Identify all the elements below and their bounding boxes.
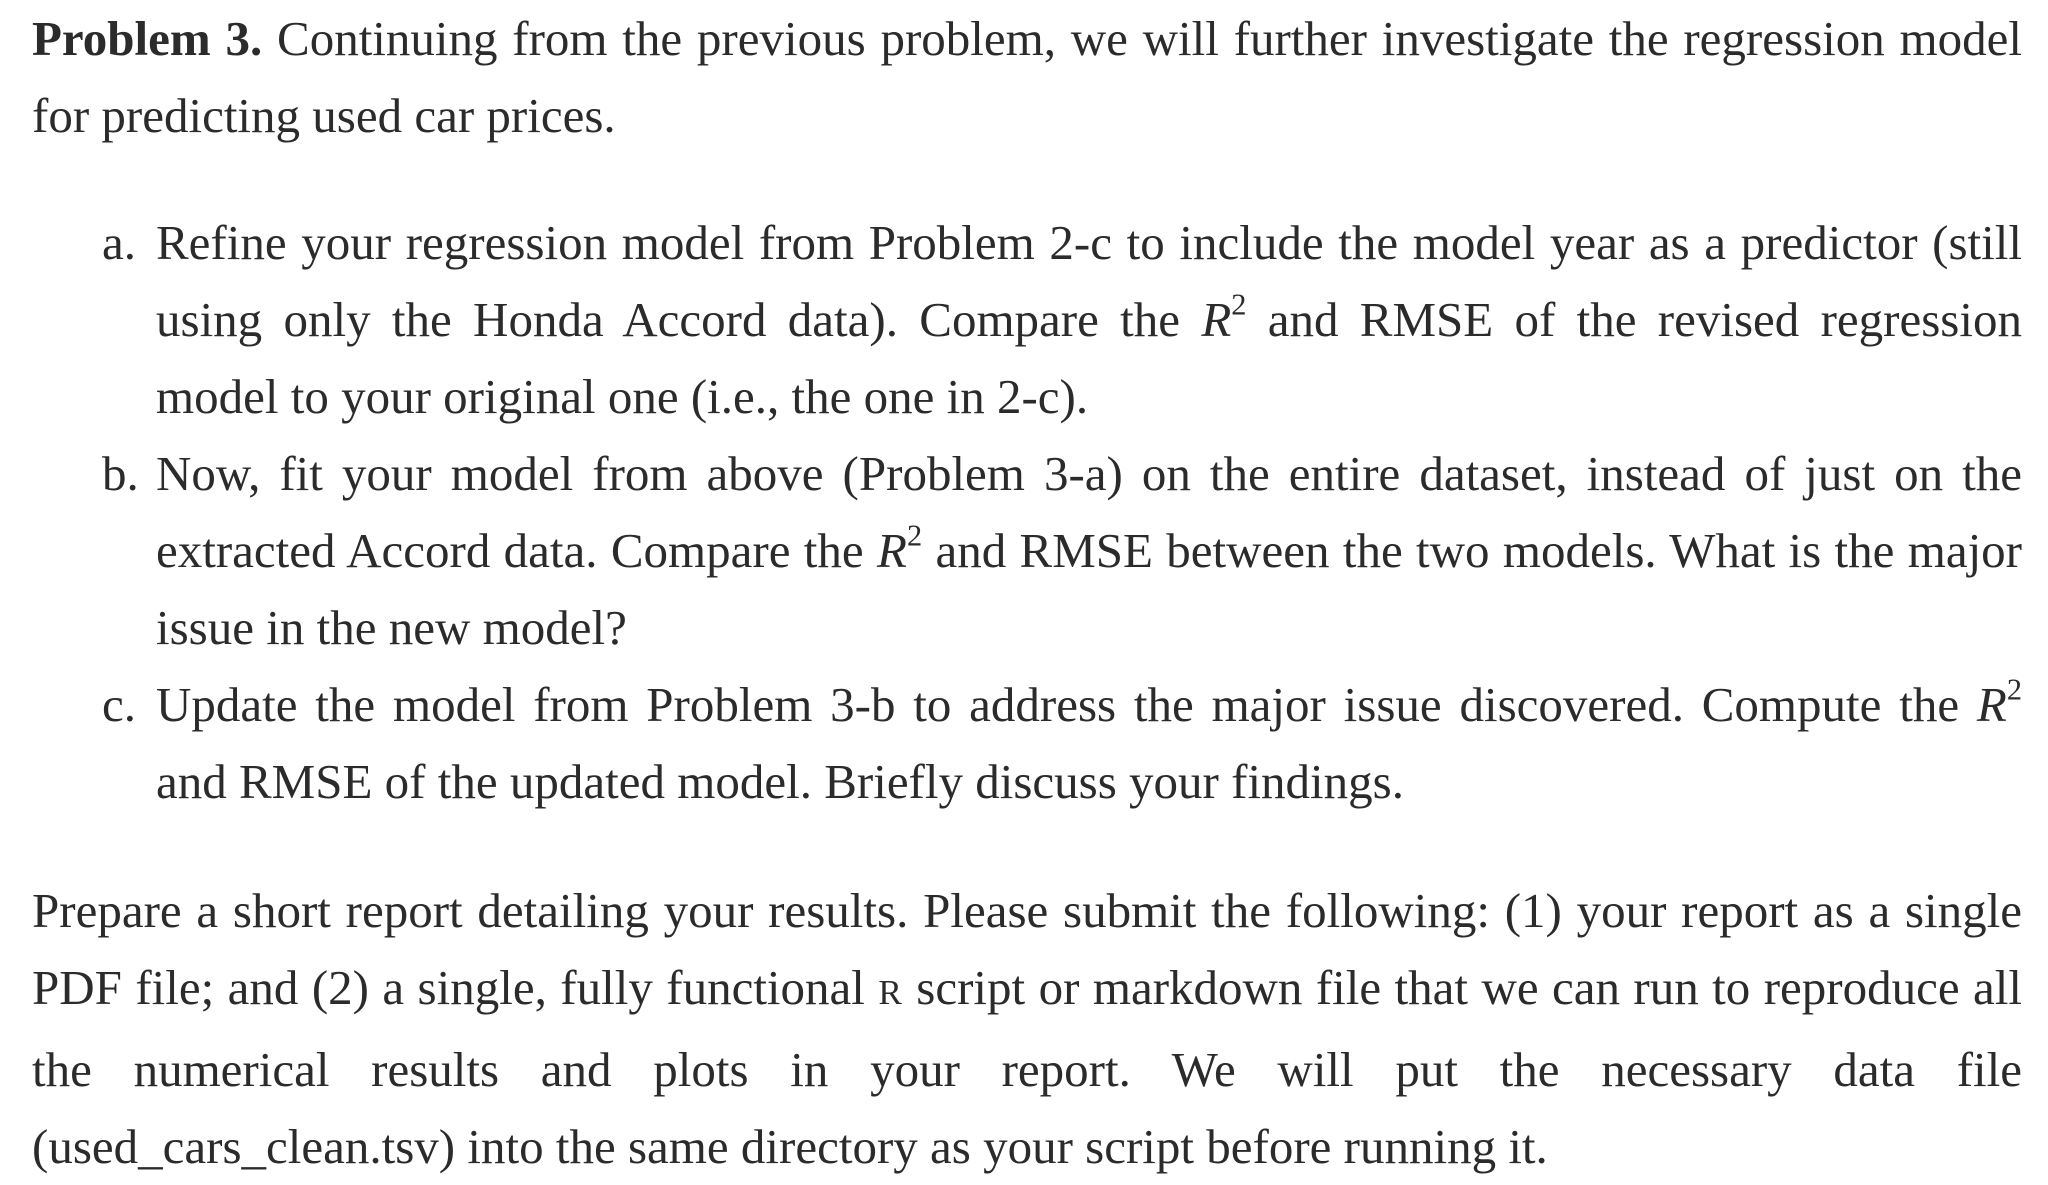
r-squared-symbol: R (1976, 677, 2007, 732)
r-squared-symbol: R (1201, 292, 1232, 347)
r-language-label: R (878, 973, 903, 1012)
r-squared-exponent: 2 (2006, 672, 2022, 707)
r-squared-exponent: 2 (906, 518, 923, 553)
problem-document (32, 0, 2022, 1185)
problem-label: Problem 3. (32, 11, 263, 66)
subproblem-c (32, 666, 2022, 820)
subproblem-a-marker: a. (102, 215, 136, 270)
subproblem-c-marker: c. (102, 677, 136, 732)
report-text-end: script or markdown file that we can run to reproduce all the numerical results and plots in your report. We will put the necessary data file (used_cars_clean.tsv) into the same directory as your script before running it. (32, 960, 2022, 1174)
subproblem-b (32, 435, 2022, 666)
report-instructions (32, 872, 2022, 1185)
subproblem-c-text-end: and RMSE of the updated model. Briefly discuss your findings. (156, 754, 1404, 809)
subproblem-c-text: Update the model from Problem 3-b to address the major issue discovered. Compute the (156, 677, 1977, 732)
subproblem-list (32, 204, 2022, 820)
subproblem-b-text-end: and RMSE between the two models. What is the major issue in the new model? (156, 523, 2023, 655)
subproblem-a-text: Refine your regression model from Problem 2-c to include the model year as a predictor (still using only the Honda Accord data). Compare the (156, 215, 2022, 347)
r-squared-symbol: R (877, 523, 907, 578)
problem-intro (32, 0, 2022, 154)
report-text: Prepare a short report detailing your results. Please submit the following: (1) your report as a single PDF file; and (2) a single, fully functional (32, 883, 2022, 1015)
intro-text: Continuing from the previous problem, we will further investigate the regression model for predicting used car prices. (32, 11, 2022, 143)
subproblem-b-text: Now, fit your model from above (Problem 3-a) on the entire dataset, instead of just on the extracted Accord data. Compare the (156, 446, 2022, 578)
subproblem-a (32, 204, 2022, 435)
subproblem-a-text-end: and RMSE of the revised regression model to your original one (i.e., the one in 2-c). (156, 292, 2022, 424)
subproblem-b-marker: b. (102, 446, 139, 501)
r-squared-exponent: 2 (1231, 287, 1247, 322)
